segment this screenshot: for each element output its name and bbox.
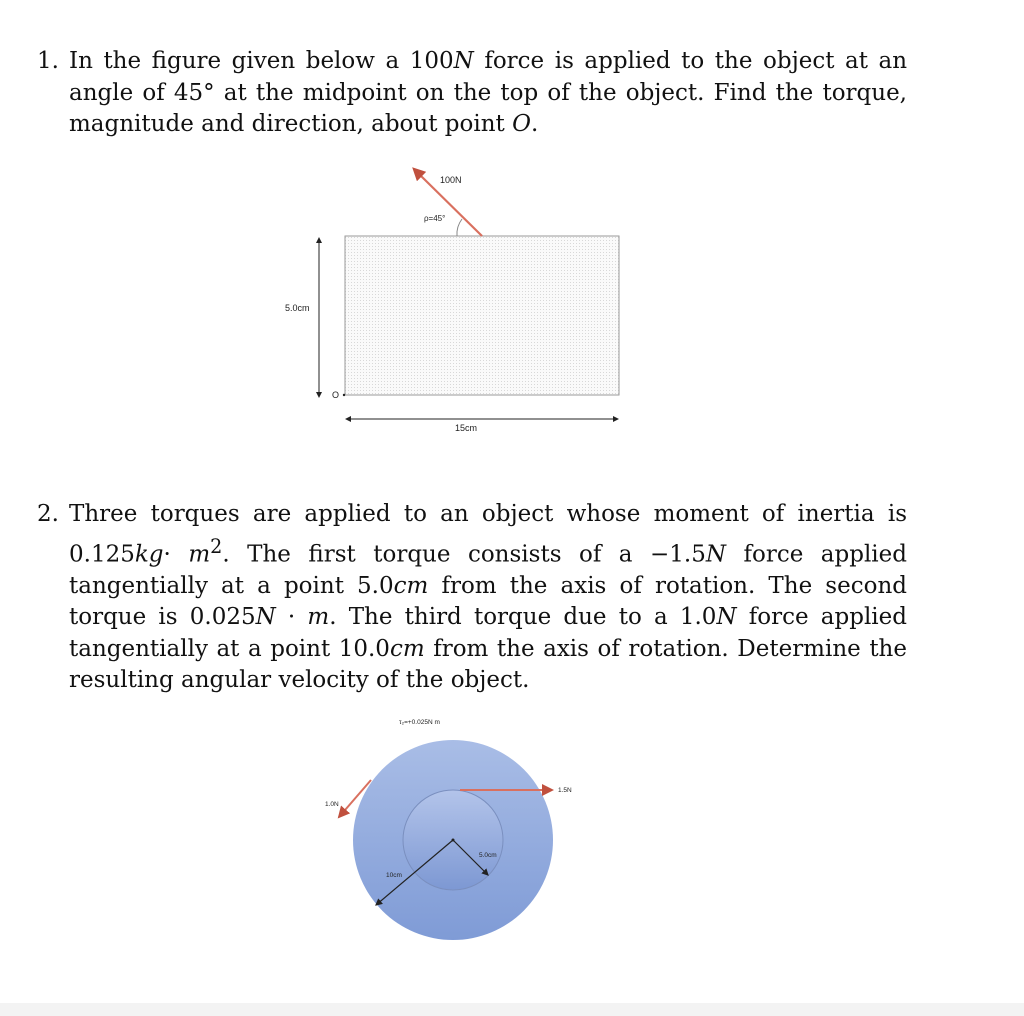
problem-1-var-o: O <box>512 111 531 137</box>
angle-label: ρ=45° <box>424 214 446 223</box>
force-1-5n-label: 1.5N <box>558 787 572 794</box>
problem-2-text-5: from the axis of rotation. The second torque is 0.025 <box>69 572 907 631</box>
problem-2-text-8: force applied tangentially at a point 10.0 <box>69 604 907 662</box>
problem-2-var-n3: N <box>716 604 737 631</box>
problem-2-var-n1: N <box>705 541 726 568</box>
problem-2-text-9: from the axis of rotation. Determine the resulting angular velocity of the object. <box>69 635 907 694</box>
problem-2-text-1: Three torques are applied to an object whose moment of inertia is 0.125 <box>69 501 907 568</box>
force-label: 100N <box>440 175 462 185</box>
problem-1-text-c: . <box>530 111 539 137</box>
outer-radius-label: 10cm <box>386 872 402 879</box>
height-label: 5.0cm <box>285 303 310 313</box>
problem-1-text-a: In the figure given below a 100 <box>69 48 454 74</box>
problem-2-text-3: . The first torque consists of a −1.5 <box>222 541 706 568</box>
width-label: 15cm <box>455 423 478 433</box>
problem-2-sup-2: 2 <box>210 534 223 558</box>
problem-2-text-4: force applied tangentially at a point 5.0 <box>69 541 907 599</box>
problem-2-number: 2. <box>37 501 59 527</box>
force-1-0n-label: 1.0N <box>325 801 339 808</box>
pivot-label: O <box>332 390 340 400</box>
problem-2-text-7: . The third torque due to a 1.0 <box>329 604 717 631</box>
problem-2-text-2: · <box>163 541 171 568</box>
problem-2-text-6: · <box>275 604 308 631</box>
problem-2-var-n2: N <box>255 604 276 631</box>
problem-2-var-cm1: cm <box>393 572 429 599</box>
inner-radius-label: 5.0cm <box>479 852 497 859</box>
problem-2-var-kg: kg <box>134 541 164 568</box>
bottom-bar <box>0 1003 1024 1016</box>
problem-1-number: 1. <box>37 48 59 74</box>
problem-2-var-cm2: cm <box>389 635 425 662</box>
torque-label: τ₂=+0.025N m <box>399 719 440 726</box>
problem-1-text-b: force is applied to the object at an angle of 45° at the midpoint on the top of the object. Find the torque, magnitude and direction, about point <box>69 48 908 137</box>
problem-2-var-m: m <box>188 541 211 568</box>
problem-2-var-m2: m <box>307 604 330 631</box>
problem-1-var-n: N <box>453 48 474 74</box>
